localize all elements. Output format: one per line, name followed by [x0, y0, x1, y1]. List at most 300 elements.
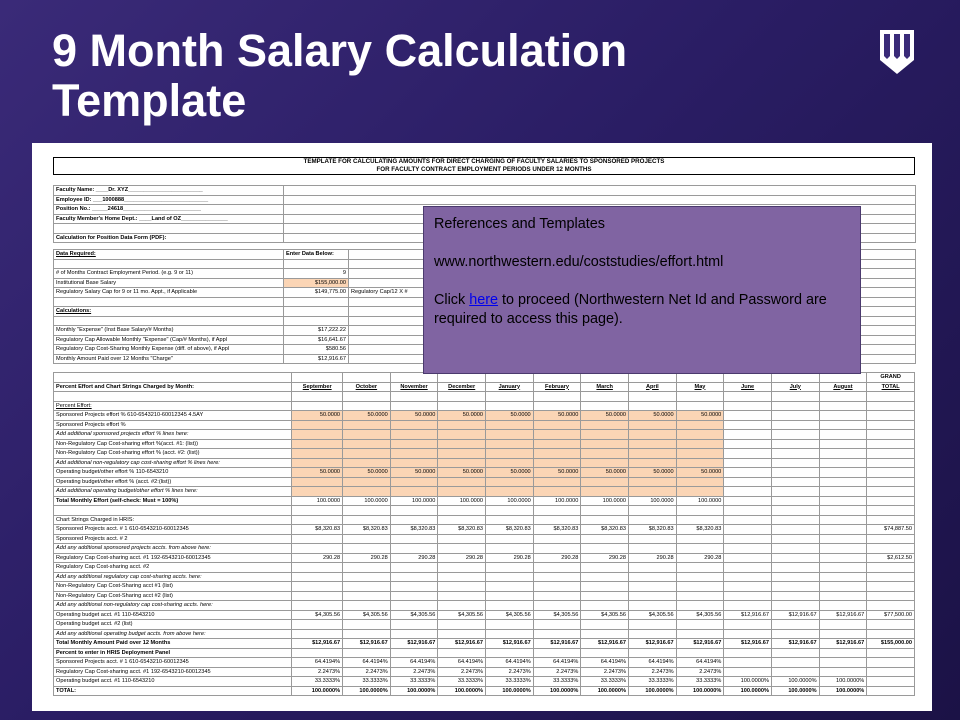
hris-cell — [438, 534, 486, 544]
hris-cell — [438, 601, 486, 611]
spacer-cell — [724, 401, 772, 411]
effort-label: Non-Regulatory Cap Cost-sharing effort %(acct. #1: (list)) — [54, 439, 292, 449]
effort-cell: 50.0000 — [343, 468, 391, 478]
position-no: Position No.: _____24618_________________________ — [54, 205, 284, 215]
percent-cell — [819, 658, 867, 668]
hris-total — [867, 591, 915, 601]
percent-cell: 100.0000% — [724, 677, 772, 687]
effort-cell — [581, 449, 629, 459]
hris-cell — [724, 591, 772, 601]
total-cell: 100.0000% — [343, 686, 391, 696]
total-paid-label: Total Monthly Amount Paid over 12 Months — [54, 639, 292, 649]
hris-total: $2,612.50 — [867, 553, 915, 563]
spacer-cell — [724, 515, 772, 525]
percent-effort-row — [54, 401, 915, 411]
hris-cell — [292, 601, 343, 611]
hris-cell — [343, 582, 391, 592]
spacer-cell — [54, 373, 292, 383]
spacer-cell — [867, 468, 915, 478]
month-header: November — [390, 382, 438, 392]
hris-cell — [390, 601, 438, 611]
effort-cell — [676, 449, 724, 459]
spacer-cell — [867, 477, 915, 487]
hris-label: Non-Regulatory Cap Cost-Sharing acct #2 (list) — [54, 591, 292, 601]
hris-cell — [629, 591, 677, 601]
month-header: February — [533, 382, 581, 392]
spacer-cell — [867, 515, 915, 525]
effort-cell — [486, 449, 534, 459]
effort-cell — [533, 439, 581, 449]
hris-cell: $8,320.83 — [292, 525, 343, 535]
total-cell: 100.0000% — [629, 686, 677, 696]
total-paid-cell: $12,916.67 — [390, 639, 438, 649]
effort-cell — [676, 420, 724, 430]
total-effort-cell: 100.0000 — [390, 496, 438, 506]
hris-cell: 290.28 — [438, 553, 486, 563]
spacer-cell — [819, 487, 867, 497]
spacer-row — [54, 392, 915, 402]
total-effort-cell: 100.0000 — [343, 496, 391, 506]
spacer-cell — [343, 392, 391, 402]
percent-effort-label: Percent Effort: — [54, 401, 292, 411]
hris-cell: 290.28 — [676, 553, 724, 563]
spacer-cell — [819, 458, 867, 468]
spacer-cell — [771, 458, 819, 468]
spacer-cell — [438, 648, 486, 658]
hris-cell — [629, 572, 677, 582]
percent-cell: 64.4194% — [533, 658, 581, 668]
total-cell: 100.0000% — [676, 686, 724, 696]
hris-cell — [533, 544, 581, 554]
spacer-cell — [629, 515, 677, 525]
effort-cell — [629, 449, 677, 459]
effort-cell — [676, 430, 724, 440]
hris-cell — [724, 582, 772, 592]
spacer-cell — [292, 515, 343, 525]
home-dept: Faculty Member's Home Dept.: ____Land of OZ_______________ — [54, 214, 284, 224]
hris-cell — [486, 582, 534, 592]
spacer-cell — [581, 506, 629, 516]
effort-cell — [581, 430, 629, 440]
effort-cell — [390, 430, 438, 440]
effort-cell: 50.0000 — [438, 468, 486, 478]
hris-cell — [676, 591, 724, 601]
spacer-cell — [867, 686, 915, 696]
hris-cell — [819, 629, 867, 639]
spacer-cell — [343, 373, 391, 383]
effort-label: Sponsored Projects effort % 610-6543210-60012345 4.5AY — [54, 411, 292, 421]
effort-cell — [390, 477, 438, 487]
hris-cell — [390, 534, 438, 544]
hris-cell — [581, 572, 629, 582]
spacer-cell — [292, 392, 343, 402]
percent-cell: 64.4194% — [438, 658, 486, 668]
spacer-cell — [867, 392, 915, 402]
month-header: July — [771, 382, 819, 392]
effort-cell — [438, 477, 486, 487]
total-paid-cell: $12,916.67 — [533, 639, 581, 649]
total-cell: 100.0000% — [724, 686, 772, 696]
effort-cell: 50.0000 — [390, 411, 438, 421]
spacer-cell — [867, 401, 915, 411]
hris-cell — [438, 572, 486, 582]
percent-cell: 2.2473% — [533, 667, 581, 677]
hris-cell: $8,320.83 — [438, 525, 486, 535]
effort-cell — [486, 430, 534, 440]
effort-url[interactable]: www.northwestern.edu/coststudies/effort.html — [434, 254, 724, 270]
month-header: May — [676, 382, 724, 392]
month-header: August — [819, 382, 867, 392]
spacer-cell — [390, 506, 438, 516]
spacer-cell — [724, 420, 772, 430]
calc-label-2: Regulatory Cap Allowable Monthly "Expense" (Cap/# Months), if Appl — [54, 335, 284, 345]
spacer-cell — [292, 648, 343, 658]
hris-cell — [819, 534, 867, 544]
effort-cell: 50.0000 — [676, 468, 724, 478]
hris-cell — [486, 620, 534, 630]
hris-cell — [343, 620, 391, 630]
total-effort-label: Total Monthly Effort (self-check: Must = 100%) — [54, 496, 292, 506]
percent-cell — [724, 658, 772, 668]
enter-data-label: Enter Data Below: — [284, 250, 349, 260]
effort-cell — [438, 458, 486, 468]
month-header: December — [438, 382, 486, 392]
hris-cell — [343, 534, 391, 544]
northwestern-logo-icon — [880, 30, 914, 74]
hris-cell — [533, 591, 581, 601]
spacer-cell — [867, 420, 915, 430]
percent-row — [54, 677, 915, 687]
spacer-cell — [771, 449, 819, 459]
total-paid-cell: $12,916.67 — [819, 639, 867, 649]
percent-cell: 33.3333% — [629, 677, 677, 687]
hris-cell — [676, 620, 724, 630]
hris-cell — [438, 582, 486, 592]
hris-total: $74,887.50 — [867, 525, 915, 535]
hris-total: $77,500.00 — [867, 610, 915, 620]
hris-cell — [771, 591, 819, 601]
hris-cell: $12,916.67 — [771, 610, 819, 620]
effort-cell — [390, 487, 438, 497]
hris-cell — [343, 629, 391, 639]
hris-cell — [629, 601, 677, 611]
spacer-cell — [819, 468, 867, 478]
spacer-cell — [867, 411, 915, 421]
spacer-cell — [629, 506, 677, 516]
spacer-cell — [819, 420, 867, 430]
effort-row — [54, 468, 915, 478]
spacer-cell — [581, 401, 629, 411]
effort-cell — [438, 420, 486, 430]
hris-total — [867, 629, 915, 639]
hris-cell: $4,305.56 — [533, 610, 581, 620]
here-link[interactable]: here — [469, 292, 498, 308]
spacer-cell — [867, 439, 915, 449]
spacer-cell — [819, 439, 867, 449]
percent-hris-row — [54, 648, 915, 658]
spacer-cell — [819, 392, 867, 402]
calc-value-2: $16,641.67 — [284, 335, 349, 345]
spacer-cell — [724, 648, 772, 658]
total-paid-row — [54, 639, 915, 649]
spacer-cell — [676, 648, 724, 658]
spacer-cell — [819, 496, 867, 506]
months-value: 9 — [284, 269, 349, 279]
hris-cell: $8,320.83 — [486, 525, 534, 535]
spacer-cell — [724, 487, 772, 497]
percent-cell: 33.3333% — [676, 677, 724, 687]
hris-cell — [771, 629, 819, 639]
hris-cell: $8,320.83 — [629, 525, 677, 535]
spacer-cell — [343, 401, 391, 411]
hris-cell — [676, 601, 724, 611]
spacer-cell — [581, 515, 629, 525]
total-paid-cell: $12,916.67 — [771, 639, 819, 649]
hris-cell — [724, 572, 772, 582]
hris-cell — [771, 553, 819, 563]
hris-cell — [819, 563, 867, 573]
effort-cell: 50.0000 — [292, 411, 343, 421]
hris-row — [54, 629, 915, 639]
spacer-cell — [676, 401, 724, 411]
hris-cell — [771, 525, 819, 535]
hris-cell: 290.28 — [486, 553, 534, 563]
hris-total — [867, 620, 915, 630]
chart-strings-row — [54, 515, 915, 525]
percent-cell: 2.2473% — [292, 667, 343, 677]
hris-label: Add any additional operating budget accts. from above here: — [54, 629, 292, 639]
hris-cell — [486, 629, 534, 639]
sheet-header — [53, 157, 915, 175]
hris-label: Add any additional regulatory cap cost-sharing accts. here: — [54, 572, 292, 582]
hris-total — [867, 601, 915, 611]
spacer-cell — [724, 411, 772, 421]
spacer-cell — [771, 515, 819, 525]
effort-cell — [438, 487, 486, 497]
hris-cell — [819, 525, 867, 535]
percent-cell: 33.3333% — [292, 677, 343, 687]
spacer-cell — [54, 506, 292, 516]
grand-label: GRAND — [867, 373, 915, 383]
calc-label-1: Monthly "Expense" (Inst Base Salary/# Months) — [54, 326, 284, 336]
percent-cell: 2.2473% — [486, 667, 534, 677]
spacer-cell — [390, 648, 438, 658]
hris-cell — [724, 544, 772, 554]
month-header: September — [292, 382, 343, 392]
effort-cell — [438, 439, 486, 449]
hris-cell — [292, 620, 343, 630]
effort-cell — [390, 449, 438, 459]
total-paid-cell: $12,916.67 — [292, 639, 343, 649]
salary-cap-value: $149,775.00 — [284, 288, 349, 298]
hris-cell — [390, 629, 438, 639]
effort-cell — [292, 477, 343, 487]
percent-cell: 2.2473% — [390, 667, 438, 677]
hris-cell: $4,305.56 — [581, 610, 629, 620]
hris-total — [867, 563, 915, 573]
total-paid-cell: $12,916.67 — [629, 639, 677, 649]
spacer-cell — [581, 648, 629, 658]
percent-label: Operating budget acct. #1 110-6543210 — [54, 677, 292, 687]
hris-cell — [343, 563, 391, 573]
effort-label: Operating budget/other effort % 110-6543210 — [54, 468, 292, 478]
hris-cell — [292, 563, 343, 573]
hris-total — [867, 572, 915, 582]
hris-cell: $4,305.56 — [390, 610, 438, 620]
spacer-cell — [771, 496, 819, 506]
effort-cell: 50.0000 — [533, 468, 581, 478]
hris-cell: $4,305.56 — [676, 610, 724, 620]
total-cell: 100.0000% — [581, 686, 629, 696]
spacer-cell — [771, 439, 819, 449]
faculty-name: Faculty Name: ____Dr. XYZ________________________ — [54, 186, 284, 196]
total-paid-cell: $12,916.67 — [343, 639, 391, 649]
hris-cell — [533, 572, 581, 582]
hris-cell — [676, 544, 724, 554]
spacer-cell — [533, 401, 581, 411]
hris-cell: $8,320.83 — [533, 525, 581, 535]
effort-cell — [343, 477, 391, 487]
hris-cell — [676, 572, 724, 582]
hris-cell — [771, 544, 819, 554]
spacer-cell — [867, 487, 915, 497]
hris-cell — [771, 534, 819, 544]
effort-cell: 50.0000 — [581, 411, 629, 421]
percent-hris-label: Percent to enter in HRIS Deployment Panel — [54, 648, 292, 658]
hris-total — [867, 544, 915, 554]
effort-cell: 50.0000 — [533, 411, 581, 421]
percent-cell — [724, 667, 772, 677]
hris-cell — [724, 553, 772, 563]
hris-row — [54, 544, 915, 554]
effort-row — [54, 420, 915, 430]
hris-cell — [390, 572, 438, 582]
hris-cell — [343, 544, 391, 554]
spacer-cell — [533, 392, 581, 402]
effort-cell — [581, 420, 629, 430]
spacer-cell — [438, 392, 486, 402]
hris-cell — [581, 591, 629, 601]
effort-cell: 50.0000 — [343, 411, 391, 421]
effort-row — [54, 411, 915, 421]
spacer-cell — [819, 449, 867, 459]
spacer-cell — [867, 658, 915, 668]
effort-label: Add additional operating budget/other effort % lines here: — [54, 487, 292, 497]
spacer-cell — [390, 515, 438, 525]
effort-cell — [343, 439, 391, 449]
spacer-cell — [771, 468, 819, 478]
effort-cell — [292, 420, 343, 430]
total-effort-cell: 100.0000 — [581, 496, 629, 506]
month-header: March — [581, 382, 629, 392]
spacer-cell — [438, 506, 486, 516]
calc-value-4: $12,916.67 — [284, 354, 349, 364]
spacer-cell — [343, 506, 391, 516]
hris-label: Non-Regulatory Cap Cost-Sharing acct #1 (list) — [54, 582, 292, 592]
hris-cell — [292, 591, 343, 601]
hris-cell — [486, 591, 534, 601]
hris-cell: $8,320.83 — [581, 525, 629, 535]
effort-cell — [533, 458, 581, 468]
percent-row — [54, 667, 915, 677]
salary-cap-label: Regulatory Salary Cap for 9 or 11 mo. Appt., if Applicable — [54, 288, 284, 298]
total-effort-cell: 100.0000 — [533, 496, 581, 506]
hris-cell — [676, 629, 724, 639]
month-header-row — [54, 382, 915, 392]
hris-row — [54, 534, 915, 544]
effort-cell — [629, 439, 677, 449]
spacer-cell — [867, 449, 915, 459]
total-effort-cell: 100.0000 — [486, 496, 534, 506]
percent-cell: 2.2473% — [343, 667, 391, 677]
effort-cell — [629, 487, 677, 497]
hris-total — [867, 582, 915, 592]
spacer-cell — [771, 392, 819, 402]
popup-instructions — [434, 291, 860, 329]
total-cell: 100.0000% — [438, 686, 486, 696]
spacer-cell — [867, 648, 915, 658]
total-cell: 100.0000% — [771, 686, 819, 696]
spacer-cell — [724, 439, 772, 449]
spacer-cell — [676, 515, 724, 525]
hris-row — [54, 553, 915, 563]
hris-cell — [676, 534, 724, 544]
month-header: October — [343, 382, 391, 392]
hris-cell — [819, 582, 867, 592]
effort-cell: 50.0000 — [629, 411, 677, 421]
hris-cell — [724, 601, 772, 611]
percent-cell: 33.3333% — [343, 677, 391, 687]
hris-row — [54, 572, 915, 582]
spacer-cell — [867, 506, 915, 516]
effort-cell — [581, 458, 629, 468]
hris-cell: 290.28 — [390, 553, 438, 563]
click-text: Click — [434, 292, 470, 308]
hris-row — [54, 601, 915, 611]
percent-cell: 100.0000% — [771, 677, 819, 687]
effort-cell: 50.0000 — [292, 468, 343, 478]
spacer-cell — [867, 458, 915, 468]
effort-cell — [438, 449, 486, 459]
percent-cell: 64.4194% — [292, 658, 343, 668]
hris-cell: $4,305.56 — [486, 610, 534, 620]
spacer-cell — [819, 411, 867, 421]
effort-cell — [486, 420, 534, 430]
effort-cell — [676, 458, 724, 468]
spacer-cell — [676, 506, 724, 516]
effort-cell — [581, 439, 629, 449]
monthly-table — [53, 372, 915, 696]
effort-cell — [581, 477, 629, 487]
hris-cell — [343, 591, 391, 601]
hris-cell — [533, 563, 581, 573]
hris-cell — [819, 572, 867, 582]
hris-label: Operating budget acct. #2 (list) — [54, 620, 292, 630]
spacer-cell — [533, 648, 581, 658]
spacer-cell — [54, 392, 292, 402]
hris-cell — [438, 629, 486, 639]
spacer-row — [54, 506, 915, 516]
percent-cell: 33.3333% — [390, 677, 438, 687]
hris-cell: $4,305.56 — [343, 610, 391, 620]
hris-cell — [486, 534, 534, 544]
spacer-cell — [292, 506, 343, 516]
hris-cell — [390, 563, 438, 573]
spacer-cell — [343, 515, 391, 525]
sheet-header-line2: FOR FACULTY CONTRACT EMPLOYMENT PERIODS UNDER 12 MONTHS — [376, 166, 592, 173]
hris-cell: 290.28 — [581, 553, 629, 563]
hris-label: Add any additional non-regulatory cap cost-sharing accts. here: — [54, 601, 292, 611]
